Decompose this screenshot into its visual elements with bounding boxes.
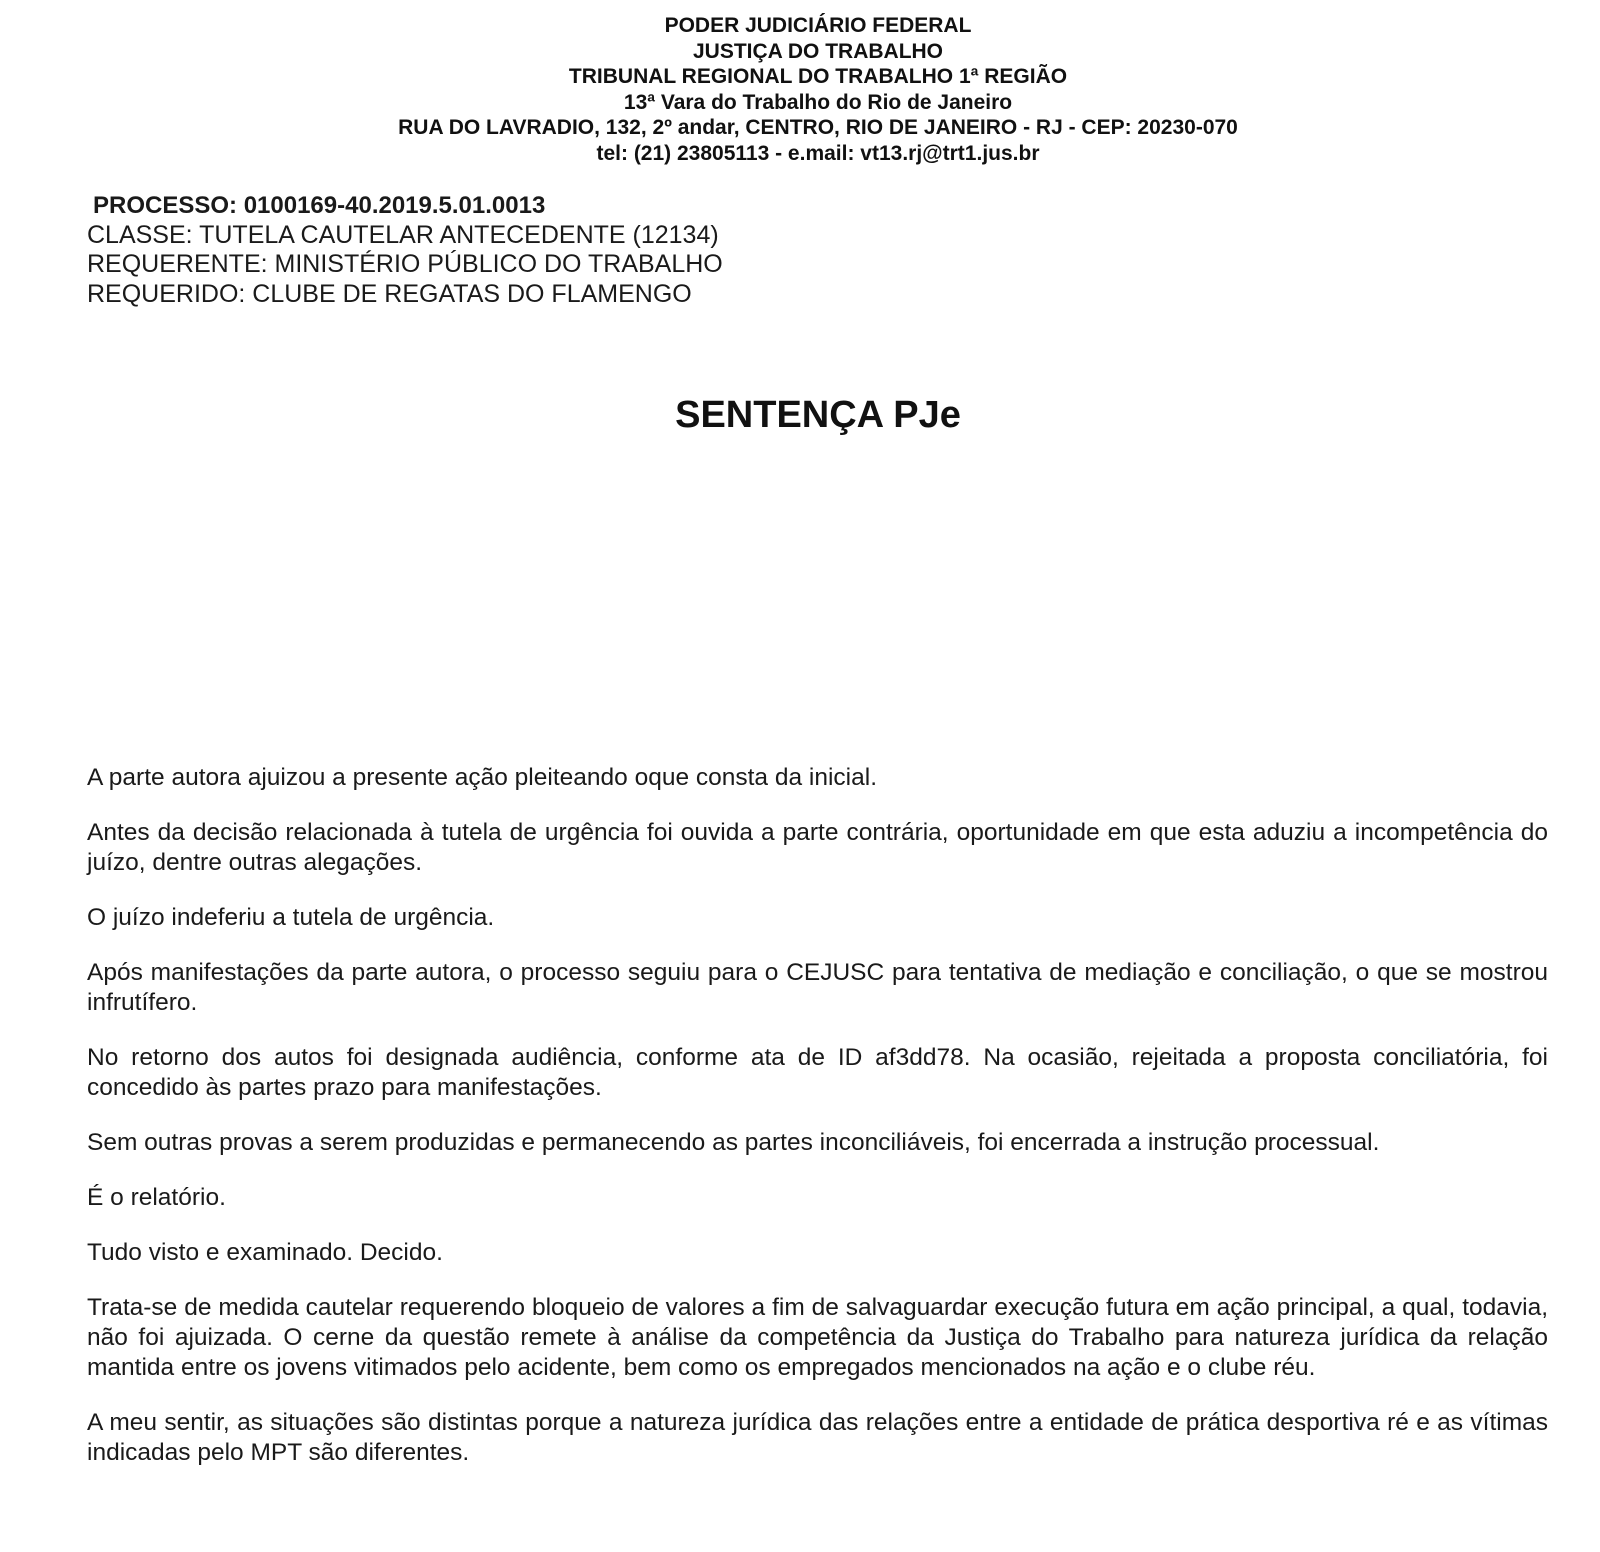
body-paragraph: A meu sentir, as situações são distintas porque a natureza jurídica das relações entre a entidade de prática desportiva ré e as vítimas indicadas pelo MPT são diferentes. [87, 1409, 1548, 1466]
case-defendant: REQUERIDO: CLUBE DE REGATAS DO FLAMENGO [87, 279, 692, 308]
letterhead-line-tribunal: TRIBUNAL REGIONAL DO TRABALHO 1ª REGIÃO [568, 65, 1068, 88]
document-title: SENTENÇA PJe [675, 394, 961, 436]
body-paragraph: A parte autora ajuizou a presente ação pleiteando oque consta da inicial. [87, 764, 878, 791]
body-paragraph: Antes da decisão relacionada à tutela de urgência foi ouvida a parte contrária, oportunidade em que esta aduziu a incompetência do juízo, dentre outras alegações. [87, 819, 1548, 876]
letterhead-line-justice: JUSTIÇA DO TRABALHO [692, 39, 944, 63]
body-paragraph: É o relatório. [87, 1184, 226, 1211]
letterhead-line-address: RUA DO LAVRADIO, 132, 2º andar, CENTRO, RIO DE JANEIRO - RJ - CEP: 20230-070 [398, 116, 1238, 139]
letterhead-line-judiciary: PODER JUDICIÁRIO FEDERAL [664, 14, 972, 37]
case-class: CLASSE: TUTELA CAUTELAR ANTECEDENTE (12134) [87, 220, 719, 249]
body-paragraph: Após manifestações da parte autora, o processo seguiu para o CEJUSC para tentativa de mediação e conciliação, o que se mostrou infrutífero. [87, 959, 1548, 1016]
sentence-body [87, 763, 1548, 1493]
body-paragraph: Sem outras provas a serem produzidas e permanecendo as partes inconciliáveis, foi encerrada a instrução processual. [87, 1129, 1380, 1156]
court-letterhead [0, 13, 1600, 166]
case-plaintiff: REQUERENTE: MINISTÉRIO PÚBLICO DO TRABALHO [87, 250, 723, 278]
case-info-block [87, 191, 723, 309]
letterhead-line-contact: tel: (21) 23805113 - e.mail: vt13.rj@trt1.jus.br [596, 141, 1040, 165]
letterhead-line-vara: 13ª Vara do Trabalho do Rio de Janeiro [623, 90, 1013, 114]
case-process-number: PROCESSO: 0100169-40.2019.5.01.0013 [93, 192, 546, 219]
body-paragraph: Trata-se de medida cautelar requerendo bloqueio de valores a fim de salvaguardar execução futura em ação principal, a qual, todavia, não foi ajuizada. O cerne da questão remete à análise da competência da Justiça do Trabalho para natureza jurídica da relação mantida entre os jovens vitimados pelo acidente, bem como os empregados mencionados na ação e o clube réu. [87, 1294, 1548, 1381]
body-paragraph: O juízo indeferiu a tutela de urgência. [87, 904, 495, 931]
body-paragraph: No retorno dos autos foi designada audiência, conforme ata de ID af3dd78. Na ocasião, rejeitada a proposta conciliatória, foi concedido às partes prazo para manifestações. [87, 1044, 1548, 1101]
body-paragraph: Tudo visto e examinado. Decido. [87, 1239, 443, 1266]
